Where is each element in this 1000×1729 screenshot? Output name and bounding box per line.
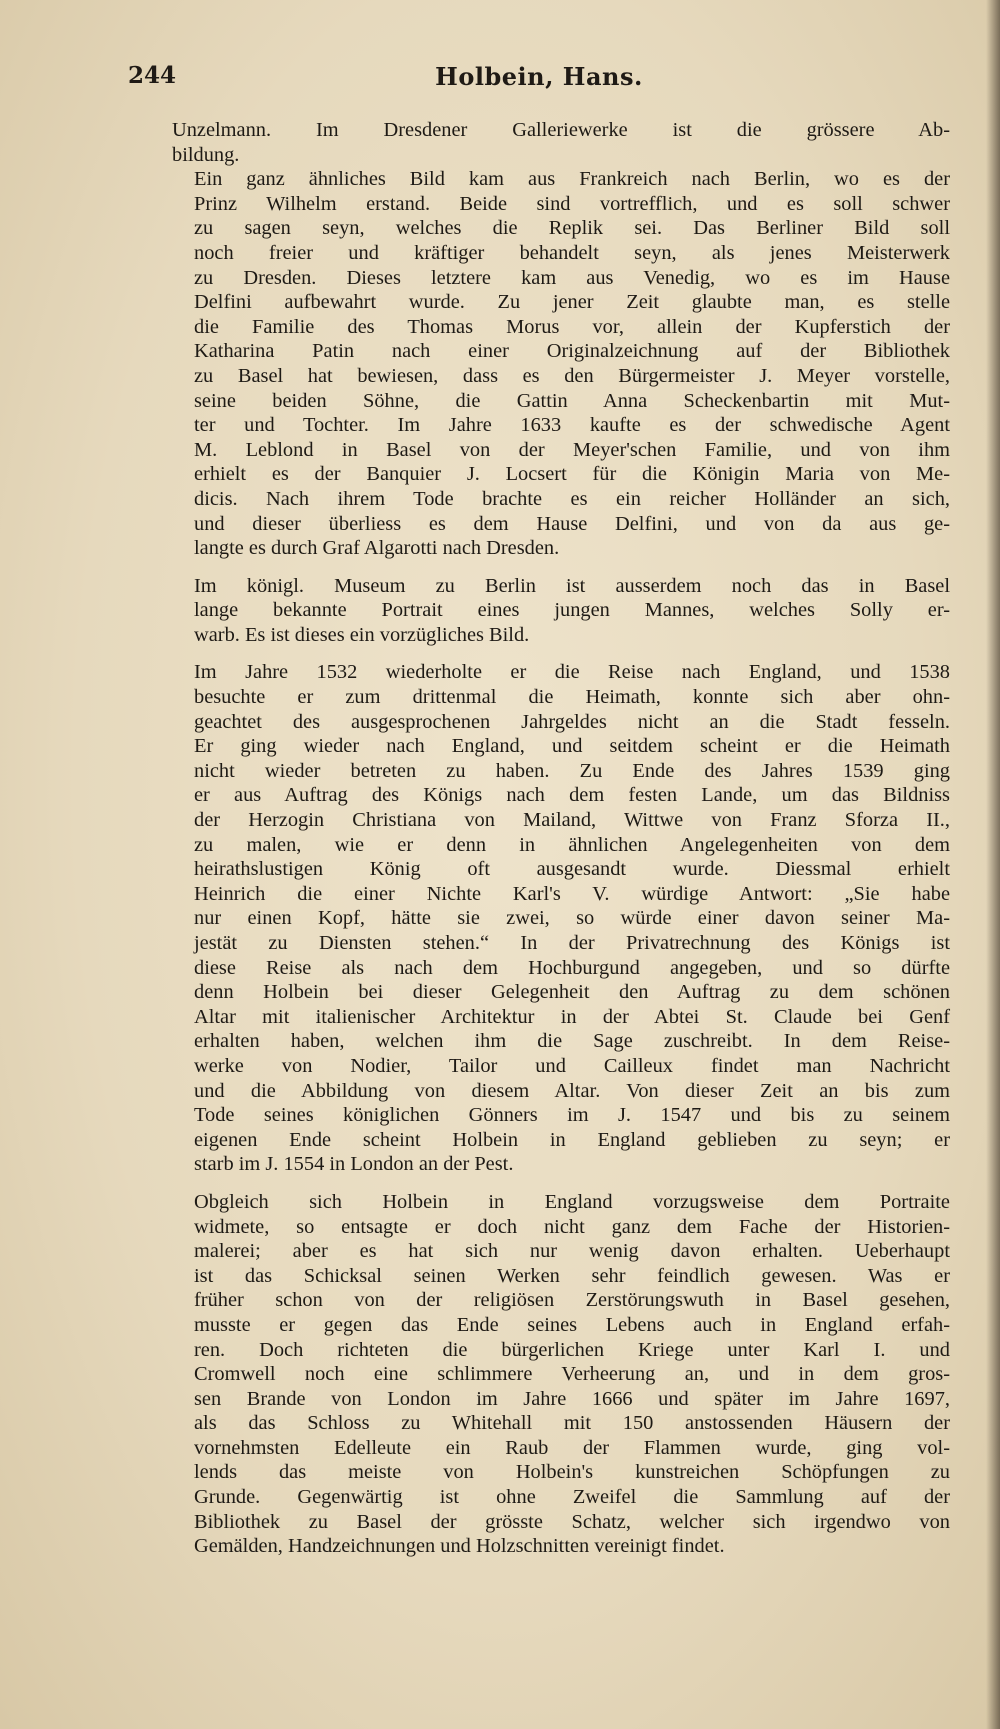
text-line: langte es durch Graf Algarotti nach Dresden. — [194, 537, 560, 560]
text-line: Unzelmann. Im Dresdener Galleriewerke ist die grössere Ab- — [172, 119, 950, 141]
paragraph-p5 — [172, 1190, 950, 1559]
text-line: als das Schloss zu Whitehall mit 150 anstossenden Häusern der — [194, 1412, 950, 1435]
text-line: Grunde. Gegenwärtig ist ohne Zweifel die Sammlung auf der — [194, 1486, 950, 1509]
paragraph-p3 — [172, 574, 950, 648]
text-line: eigenen Ende scheint Holbein in England geblieben zu seyn; er — [194, 1128, 950, 1151]
text-line: diese Reise als nach dem Hochburgund angegeben, und so dürfte — [194, 956, 950, 979]
text-line: Ein ganz ähnliches Bild kam aus Frankreich nach Berlin, wo es der — [194, 168, 950, 191]
text-line: erhalten haben, welchen ihm die Sage zuschreibt. In dem Reise- — [194, 1030, 950, 1053]
text-line: Tode seines königlichen Gönners im J. 1547 und bis zu seinem — [194, 1104, 950, 1127]
text-line: Delfini aufbewahrt wurde. Zu jener Zeit glaubte man, es stelle — [194, 291, 950, 314]
text-line: und die Abbildung von diesem Altar. Von dieser Zeit an bis zum — [194, 1079, 950, 1102]
text-line: warb. Es ist dieses ein vorzügliches Bild. — [194, 623, 530, 646]
text-line: Heinrich die einer Nichte Karl's V. würdige Antwort: „Sie habe — [194, 882, 950, 905]
text-line: die Familie des Thomas Morus vor, allein der Kupferstich der — [194, 315, 950, 338]
text-line: und dieser überliess es dem Hause Delfini, und von da aus ge- — [194, 512, 950, 535]
text-line: M. Leblond in Basel von der Meyer'schen Familie, und von ihm — [194, 438, 950, 461]
text-line: musste er gegen das Ende seines Lebens auch in England erfah- — [194, 1313, 950, 1336]
text-line: vornehmsten Edelleute ein Raub der Flammen wurde, ging vol- — [194, 1436, 950, 1459]
text-line: der Herzogin Christiana von Mailand, Wittwe von Franz Sforza II., — [194, 809, 950, 832]
text-line: sen Brande von London im Jahre 1666 und später im Jahre 1697, — [194, 1387, 950, 1410]
text-line: zu Dresden. Dieses letztere kam aus Venedig, wo es im Hause — [194, 266, 950, 289]
text-line: noch freier und kräftiger behandelt seyn, als jenes Meisterwerk — [194, 241, 950, 264]
text-line: Cromwell noch eine schlimmere Verheerung an, und in dem gros- — [194, 1363, 950, 1386]
text-line: Im Jahre 1532 wiederholte er die Reise nach England, und 1538 — [194, 661, 950, 684]
text-line: Obgleich sich Holbein in England vorzugsweise dem Portraite — [194, 1190, 950, 1213]
text-line: seine beiden Söhne, die Gattin Anna Scheckenbartin mit Mut- — [194, 389, 950, 412]
text-line: zu Basel hat bewiesen, dass es den Bürgermeister J. Meyer vorstelle, — [194, 364, 950, 387]
text-line: Prinz Wilhelm erstand. Beide sind vortrefflich, und es soll schwer — [194, 192, 950, 215]
text-line: jestät zu Diensten stehen.“ In der Privatrechnung des Königs ist — [194, 932, 950, 954]
body-text — [172, 118, 950, 1559]
text-line: er aus Auftrag des Königs nach dem festen Lande, um das Bildniss — [194, 784, 950, 807]
text-line: heirathslustigen König oft ausgesandt wurde. Diessmal erhielt — [194, 858, 950, 881]
text-line: bildung. — [172, 143, 240, 166]
text-line: früher schon von der religiösen Zerstörungswuth in Basel gesehen, — [194, 1289, 950, 1312]
text-line: Bibliothek zu Basel der grösste Schatz, welcher sich irgendwo von — [194, 1510, 950, 1533]
text-line: Er ging wieder nach England, und seitdem scheint er die Heimath — [194, 735, 950, 758]
text-line: besuchte er zum drittenmal die Heimath, konnte sich aber ohn- — [194, 686, 950, 709]
paragraph-p2 — [172, 167, 950, 561]
text-line: Im königl. Museum zu Berlin ist ausserdem noch das in Basel — [194, 574, 950, 597]
page-number: 244 — [128, 62, 177, 89]
text-line: lends das meiste von Holbein's kunstreichen Schöpfungen zu — [194, 1461, 950, 1484]
text-line: Altar mit italienischer Architektur in der Abtei St. Claude bei Genf — [194, 1005, 950, 1028]
text-line: starb im J. 1554 in London an der Pest. — [194, 1153, 514, 1176]
text-line: widmete, so entsagte er doch nicht ganz dem Fache der Historien- — [194, 1215, 950, 1238]
text-line: werke von Nodier, Tailor und Cailleux findet man Nachricht — [194, 1054, 950, 1077]
paragraph-p4 — [172, 660, 950, 1176]
text-line: dicis. Nach ihrem Tode brachte es ein reicher Holländer an sich, — [194, 487, 950, 510]
paragraph-p1 — [172, 118, 950, 167]
text-line: ter und Tochter. Im Jahre 1633 kaufte es der schwedische Agent — [194, 414, 950, 437]
text-line: ist das Schicksal seinen Werken sehr feindlich gewesen. Was er — [194, 1264, 950, 1287]
text-line: geachtet des ausgesprochenen Jahrgeldes nicht an die Stadt fesseln. — [194, 710, 950, 733]
text-line: lange bekannte Portrait eines jungen Mannes, welches Solly er- — [194, 599, 950, 622]
text-line: zu sagen seyn, welches die Replik sei. Das Berliner Bild soll — [194, 217, 950, 240]
page-edge-shadow — [986, 0, 1000, 1729]
page-header — [128, 62, 950, 102]
text-line: zu malen, wie er denn in ähnlichen Angelegenheiten von dem — [194, 833, 950, 856]
text-line: ren. Doch richteten die bürgerlichen Kriege unter Karl I. und — [194, 1338, 950, 1361]
text-line: malerei; aber es hat sich nur wenig davon erhalten. Ueberhaupt — [194, 1240, 950, 1263]
text-line: nicht wieder betreten zu haben. Zu Ende des Jahres 1539 ging — [194, 759, 950, 782]
text-line: denn Holbein bei dieser Gelegenheit den Auftrag zu dem schönen — [194, 981, 950, 1004]
text-line: nur einen Kopf, hätte sie zwei, so würde einer davon seiner Ma- — [194, 907, 950, 930]
text-line: erhielt es der Banquier J. Locsert für die Königin Maria von Me- — [194, 463, 950, 486]
running-head: Holbein, Hans. — [435, 62, 643, 91]
text-line: Gemälden, Handzeichnungen und Holzschnitten vereinigt findet. — [194, 1535, 725, 1558]
text-line: Katharina Patin nach einer Originalzeichnung auf der Bibliothek — [194, 340, 950, 363]
